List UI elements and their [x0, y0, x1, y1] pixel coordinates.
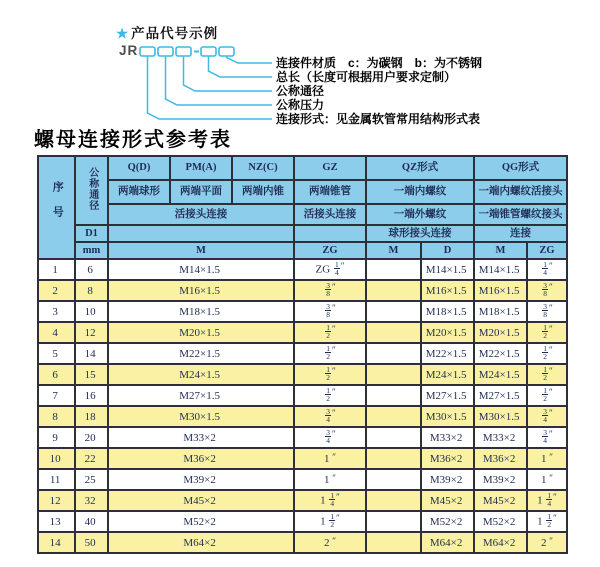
cell-qz-d: M39×2: [421, 469, 474, 490]
table-row: [38, 322, 567, 343]
cell-qg-m: M64×2: [474, 532, 527, 553]
cell-qz-m: [366, 448, 421, 469]
cell-seq: 5: [38, 343, 75, 364]
inch-mark: ″: [553, 491, 557, 502]
cell-qz-d: M52×2: [421, 511, 474, 532]
fraction: $\frac{1}{4}$: [334, 259, 339, 277]
header-gz-ends: 两端锥管: [294, 180, 366, 204]
table-row: [38, 532, 567, 553]
fraction: $\frac{1}{2}$: [543, 322, 548, 340]
connector-line: [209, 56, 273, 77]
inch-mark: ″: [549, 472, 554, 483]
cell-m: M52×2: [108, 511, 294, 532]
cell-gz-zg: 2 ″: [294, 532, 366, 553]
table-title: 螺母连接形式参考表: [34, 127, 232, 151]
table-row: [38, 427, 567, 448]
cell-seq: 1: [38, 259, 75, 280]
header-qg-row3: 一端锥管螺纹接头: [474, 204, 567, 225]
cell-gz-zg: [294, 343, 366, 364]
cell-qg-zg: 1 ″: [527, 469, 567, 490]
cell-qg-m: M27×1.5: [474, 385, 527, 406]
header-gz-unit: ZG: [294, 242, 366, 259]
fraction: $\frac{1}{2}$: [547, 511, 552, 529]
header-q-code: Q(D): [108, 156, 170, 180]
header-qpn-unit: M: [108, 242, 294, 259]
cell-qg-zg: [527, 280, 567, 301]
header-qz-unit-d: D: [421, 242, 474, 259]
fraction: $\frac{1}{4}$: [547, 490, 552, 508]
inch-mark: ″: [336, 491, 340, 502]
connector-line: [227, 56, 273, 63]
fraction: $\frac{1}{4}$: [330, 490, 335, 508]
cell-seq: 12: [38, 490, 75, 511]
header-dn: 公称通径: [75, 156, 108, 225]
cell-seq: 10: [38, 448, 75, 469]
cell-dn: 10: [75, 301, 108, 322]
fraction: $\frac{3}{4}$: [543, 427, 548, 445]
cell-m: M18×1.5: [108, 301, 294, 322]
cell-gz-zg: 1 $\frac{1}{4}$ ″: [294, 490, 366, 511]
inch-mark: ″: [332, 386, 336, 397]
cell-qz-m: [366, 322, 421, 343]
header-qg-unit-zg: ZG: [527, 242, 567, 259]
table-row: [38, 406, 567, 427]
fraction: $\frac{1}{2}$: [326, 385, 330, 403]
header-q-ends: 两端球形: [108, 180, 170, 204]
cell-dn: 20: [75, 427, 108, 448]
cell-qg-zg: [527, 385, 567, 406]
cell-qg-m: M33×2: [474, 427, 527, 448]
code-label-pressure: 公称压力: [276, 98, 325, 112]
cell-qg-m: M14×1.5: [474, 259, 527, 280]
cell-m: M30×1.5: [108, 406, 294, 427]
cell-qz-d: M24×1.5: [421, 364, 474, 385]
cell-gz-zg: [294, 322, 366, 343]
cell-dn: 6: [75, 259, 108, 280]
cell-gz-zg: [294, 301, 366, 322]
fraction: $\frac{1}{2}$: [543, 364, 548, 382]
header-qg-code: QG形式: [474, 156, 567, 180]
cell-qg-zg: 1 ″: [527, 448, 567, 469]
cell-seq: 14: [38, 532, 75, 553]
cell-qg-zg: 2 ″: [527, 532, 567, 553]
inch-mark: ″: [332, 365, 336, 376]
inch-mark: ″: [549, 344, 553, 355]
cell-qz-m: [366, 364, 421, 385]
header-gz-code: GZ: [294, 156, 366, 180]
cell-qg-zg: [527, 259, 567, 280]
cell-qz-m: [366, 511, 421, 532]
inch-mark: ″: [549, 535, 554, 546]
inch-mark: ″: [332, 472, 336, 483]
cell-qz-d: M22×1.5: [421, 343, 474, 364]
header-nz-code: NZ(C): [232, 156, 294, 180]
inch-mark: ″: [336, 512, 340, 523]
table-row: [38, 343, 567, 364]
cell-gz-zg: ZG $\frac{1}{4}$ ″: [294, 259, 366, 280]
table-row: [38, 280, 567, 301]
inch-mark: ″: [332, 407, 336, 418]
cell-qg-m: M45×2: [474, 490, 527, 511]
cell-seq: 8: [38, 406, 75, 427]
cell-qz-d: M45×2: [421, 490, 474, 511]
cell-seq: 4: [38, 322, 75, 343]
inch-mark: ″: [549, 281, 553, 292]
cell-gz-zg: 1 ″: [294, 448, 366, 469]
cell-qg-m: M18×1.5: [474, 301, 527, 322]
cell-qg-zg: [527, 322, 567, 343]
header-nz-ends: 两端内锥: [232, 180, 294, 204]
inch-mark: ″: [332, 428, 336, 439]
cell-dn: 50: [75, 532, 108, 553]
cell-qg-m: M39×2: [474, 469, 527, 490]
header-mm: mm: [75, 242, 108, 259]
table-row: [38, 385, 567, 406]
cell-qz-m: [366, 280, 421, 301]
cell-qz-d: M36×2: [421, 448, 474, 469]
cell-m: M33×2: [108, 427, 294, 448]
fraction: $\frac{1}{2}$: [326, 322, 330, 340]
fraction: $\frac{1}{4}$: [543, 259, 548, 277]
table-body: [38, 259, 567, 553]
cell-dn: 8: [75, 280, 108, 301]
cell-m: M36×2: [108, 448, 294, 469]
cell-gz-zg: [294, 385, 366, 406]
cell-m: M27×1.5: [108, 385, 294, 406]
cell-dn: 12: [75, 322, 108, 343]
fraction: $\frac{1}{2}$: [330, 511, 335, 529]
inch-mark: ″: [332, 302, 336, 313]
cell-m: M14×1.5: [108, 259, 294, 280]
cell-qz-m: [366, 301, 421, 322]
header-row-connection: [38, 204, 567, 225]
header-seq: 序号: [38, 156, 75, 259]
cell-qz-m: [366, 427, 421, 448]
table-row: [38, 301, 567, 322]
cell-seq: 6: [38, 364, 75, 385]
table-row: [38, 511, 567, 532]
cell-m: M64×2: [108, 532, 294, 553]
cell-gz-zg: [294, 364, 366, 385]
cell-qg-zg: [527, 406, 567, 427]
fraction: $\frac{3}{8}$: [326, 280, 330, 298]
cell-m: M20×1.5: [108, 322, 294, 343]
cell-seq: 3: [38, 301, 75, 322]
cell-gz-zg: [294, 406, 366, 427]
fraction: $\frac{1}{2}$: [543, 343, 548, 361]
header-gz-conn: 活接头连接: [294, 204, 366, 225]
cell-dn: 40: [75, 511, 108, 532]
table-row: [38, 469, 567, 490]
fraction: $\frac{3}{8}$: [543, 301, 548, 319]
cell-dn: 22: [75, 448, 108, 469]
fraction: $\frac{1}{2}$: [326, 364, 330, 382]
cell-dn: 14: [75, 343, 108, 364]
header-d1: D1: [75, 225, 108, 242]
cell-qg-m: M22×1.5: [474, 343, 527, 364]
cell-m: M39×2: [108, 469, 294, 490]
header-qz-row4: 球形接头连接: [366, 225, 474, 242]
code-label-connection: 连接形式：见金属软管常用结构形式表: [276, 112, 481, 126]
fraction: $\frac{1}{2}$: [326, 343, 330, 361]
inch-mark: ″: [332, 323, 336, 334]
cell-gz-zg: [294, 280, 366, 301]
cell-qz-d: M27×1.5: [421, 385, 474, 406]
star-icon: ★: [116, 26, 130, 41]
fraction: $\frac{3}{4}$: [543, 406, 548, 424]
inch-mark: ″: [332, 535, 336, 546]
header-qz-row3: 一端外螺纹: [366, 204, 474, 225]
cell-seq: 11: [38, 469, 75, 490]
inch-mark: ″: [549, 407, 553, 418]
cell-qz-d: M16×1.5: [421, 280, 474, 301]
fraction: $\frac{3}{4}$: [326, 406, 330, 424]
header-qg-unit-m: M: [474, 242, 527, 259]
header-qz-code: QZ形式: [366, 156, 474, 180]
cell-qz-m: [366, 469, 421, 490]
header-row-units: [38, 242, 567, 259]
inch-mark: ″: [549, 260, 553, 271]
cell-qz-d: M20×1.5: [421, 322, 474, 343]
header-qpn-conn: 活接头连接: [108, 204, 294, 225]
nut-connection-table: [37, 155, 568, 554]
inch-mark: ″: [549, 451, 554, 462]
cell-qg-zg: [527, 427, 567, 448]
cell-gz-zg: 1 ″: [294, 469, 366, 490]
cell-qz-m: [366, 259, 421, 280]
cell-seq: 13: [38, 511, 75, 532]
code-label-length: 总长（长度可根据用户要求定制）: [276, 70, 457, 84]
cell-qz-m: [366, 490, 421, 511]
fraction: $\frac{3}{4}$: [326, 427, 330, 445]
inch-mark: ″: [549, 428, 553, 439]
header-qz-row2: 一端内螺纹: [366, 180, 474, 204]
cell-dn: 25: [75, 469, 108, 490]
code-box: [201, 47, 216, 56]
cell-qg-m: M36×2: [474, 448, 527, 469]
cell-dn: 16: [75, 385, 108, 406]
cell-seq: 9: [38, 427, 75, 448]
cell-seq: 7: [38, 385, 75, 406]
code-label-diameter: 公称通径: [276, 84, 325, 98]
cell-m: M24×1.5: [108, 364, 294, 385]
product-code-heading-text: 产品代号示例: [131, 26, 219, 41]
inch-mark: ″: [549, 323, 553, 334]
inch-mark: ″: [332, 281, 336, 292]
cell-qz-d: M64×2: [421, 532, 474, 553]
inch-mark: ″: [340, 260, 345, 271]
cell-qg-m: M30×1.5: [474, 406, 527, 427]
cell-qz-d: M14×1.5: [421, 259, 474, 280]
fraction: $\frac{3}{8}$: [326, 301, 330, 319]
empty-cell: [108, 225, 294, 242]
cell-gz-zg: 1 $\frac{1}{2}$ ″: [294, 511, 366, 532]
reference-table-wrapper: [37, 155, 568, 554]
header-pm-ends: 两端平面: [170, 180, 232, 204]
cell-qg-m: M20×1.5: [474, 322, 527, 343]
table-row: [38, 364, 567, 385]
fraction: $\frac{3}{8}$: [543, 280, 548, 298]
inch-mark: ″: [332, 451, 336, 462]
connector-line: [184, 56, 273, 91]
cell-m: M22×1.5: [108, 343, 294, 364]
cell-qg-zg: [527, 364, 567, 385]
cell-dn: 15: [75, 364, 108, 385]
header-row-d1: [38, 225, 567, 242]
inch-mark: ″: [549, 302, 553, 313]
cell-gz-zg: [294, 427, 366, 448]
cell-qg-zg: [527, 343, 567, 364]
product-code-prefix: JR: [119, 43, 139, 58]
cell-qz-m: [366, 532, 421, 553]
header-qz-unit-m: M: [366, 242, 421, 259]
empty-cell: [294, 225, 366, 242]
header-row-codes: [38, 156, 567, 180]
header-qg-row2: 一端内螺纹活接头: [474, 180, 567, 204]
cell-qg-zg: 1 $\frac{1}{2}$ ″: [527, 511, 567, 532]
table-row: [38, 259, 567, 280]
cell-qz-d: M33×2: [421, 427, 474, 448]
cell-m: M45×2: [108, 490, 294, 511]
cell-dn: 18: [75, 406, 108, 427]
cell-qg-m: M24×1.5: [474, 364, 527, 385]
cell-qg-zg: 1 $\frac{1}{4}$ ″: [527, 490, 567, 511]
code-box: [219, 47, 234, 56]
inch-mark: ″: [549, 386, 553, 397]
header-pm-code: PM(A): [170, 156, 232, 180]
inch-mark: ″: [332, 344, 336, 355]
cell-qz-d: M30×1.5: [421, 406, 474, 427]
header-row-ends: [38, 180, 567, 204]
cell-qz-m: [366, 385, 421, 406]
table-row: [38, 490, 567, 511]
header-qg-row4: 连接: [474, 225, 567, 242]
inch-mark: ″: [549, 365, 553, 376]
cell-qg-m: M52×2: [474, 511, 527, 532]
cell-qz-d: M18×1.5: [421, 301, 474, 322]
cell-qz-m: [366, 406, 421, 427]
cell-dn: 32: [75, 490, 108, 511]
cell-qg-zg: [527, 301, 567, 322]
cell-qg-m: M16×1.5: [474, 280, 527, 301]
code-box: [140, 47, 155, 56]
table-row: [38, 448, 567, 469]
cell-m: M16×1.5: [108, 280, 294, 301]
fraction: $\frac{1}{2}$: [543, 385, 548, 403]
inch-mark: ″: [553, 512, 557, 523]
code-label-material: 连接件材质 c：为碳钢 b：为不锈钢: [276, 56, 483, 70]
cell-seq: 2: [38, 280, 75, 301]
cell-qz-m: [366, 343, 421, 364]
code-box: [158, 47, 173, 56]
code-box: [176, 47, 191, 56]
